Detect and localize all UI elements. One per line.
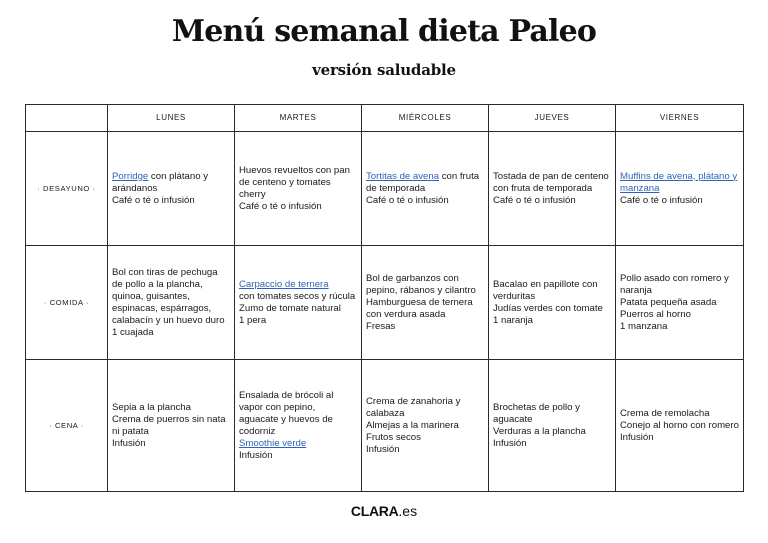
menu-item-text: Verduras a la plancha [493,425,586,437]
menu-item-text: Crema de zanahoria y calabaza [366,395,461,419]
menu-item-text: Tostada de pan de centeno con fruta de temporada [493,170,609,194]
menu-item [239,315,357,327]
menu-table [25,104,744,492]
menu-cell-comida-lunes [108,246,235,360]
menu-item-text: 1 cuajada [112,326,154,338]
menu-item-text: Conejo al horno con romero [620,419,739,431]
menu-item [366,171,484,195]
logo-suffix: .es [398,503,418,519]
menu-item-text: Almejas a la marinera [366,419,459,431]
menu-item [112,171,230,195]
menu-item [366,420,484,432]
menu-item [620,321,739,333]
menu-item [493,279,611,303]
recipe-link[interactable]: Muffins de avena, plátano y manzana [620,170,738,194]
menu-item-text: Bol con tiras de pechuga de pollo a la plancha, quinoa, guisantes, espinacas, espárragos, calabacín y un huevo duro [112,266,225,326]
menu-item [620,273,739,297]
menu-item-text: Infusión [239,449,273,461]
menu-item-text: con fruta de temporada [366,170,480,194]
menu-item-text: Infusión [112,437,146,449]
recipe-link[interactable]: Smoothie verde [239,437,307,449]
menu-cell-comida-jueves [489,246,616,360]
menu-item-text: Café o té o infusión [239,200,322,212]
meal-row-cena [26,360,744,492]
menu-item-text: 1 pera [239,314,267,326]
menu-item [493,171,611,195]
menu-item [239,291,357,303]
menu-item-text: Café o té o infusión [112,194,195,206]
menu-item [620,420,739,432]
menu-item [493,195,611,207]
menu-item [620,432,739,444]
menu-cell-desayuno-martes [235,132,362,246]
menu-item-text: Bacalao en papillote con verduritas [493,278,598,302]
menu-item-text: Pollo asado con romero y naranja [620,272,729,296]
menu-item [366,432,484,444]
menu-item [620,297,739,309]
menu-item-text: Sepia a la plancha [112,401,191,413]
column-header-lunes: LUNES [108,105,235,132]
column-header-viernes: VIERNES [616,105,744,132]
meal-row-desayuno [26,132,744,246]
menu-item-text: Café o té o infusión [366,194,449,206]
menu-cell-cena-lunes [108,360,235,492]
brand-logo [0,503,768,519]
menu-item-text: Huevos revueltos con pan de centeno y tomates cherry [239,164,350,200]
menu-item-text: con tomates secos y rúcula [239,290,356,302]
menu-item [112,414,230,438]
column-header-jueves: JUEVES [489,105,616,132]
menu-cell-cena-viernes [616,360,744,492]
menu-cell-comida-martes [235,246,362,360]
menu-item-text: Puerros al horno [620,308,691,320]
menu-item [239,450,357,462]
menu-cell-desayuno-jueves [489,132,616,246]
menu-item [239,165,357,201]
logo-main: CLARA [350,503,399,519]
menu-cell-cena-miercoles [362,360,489,492]
menu-item [493,315,611,327]
menu-item [366,297,484,321]
column-header-martes: MARTES [235,105,362,132]
menu-item [620,195,739,207]
menu-item-text: Crema de remolacha [620,407,710,419]
menu-item-text: 1 naranja [493,314,534,326]
page-title: Menú semanal dieta Paleo [171,14,597,49]
meal-row-comida [26,246,744,360]
menu-item-text: Hamburguesa de ternera con verdura asada [366,296,473,320]
menu-cell-cena-martes [235,360,362,492]
recipe-link[interactable]: Porridge [112,170,149,182]
header-row [26,105,744,132]
menu-item [239,390,357,438]
menu-item [366,321,484,333]
menu-item-text: Infusión [366,443,400,455]
recipe-link[interactable]: Tortitas de avena [366,170,440,182]
menu-item [112,195,230,207]
menu-item-text: Infusión [493,437,527,449]
menu-item-text: Infusión [620,431,654,443]
menu-item [493,426,611,438]
menu-item-text: Café o té o infusión [493,194,576,206]
menu-cell-desayuno-viernes [616,132,744,246]
menu-item [620,408,739,420]
menu-item [493,402,611,426]
row-label-comida: · COMIDA · [26,246,108,360]
menu-cell-cena-jueves [489,360,616,492]
menu-item [620,171,739,195]
menu-cell-desayuno-miercoles [362,132,489,246]
menu-item [239,303,357,315]
page-subtitle: versión saludable [312,61,456,79]
menu-item-text: Judías verdes con tomate [493,302,603,314]
menu-item-text: Bol de garbanzos con pepino, rábanos y cilantro [366,272,476,296]
menu-item [366,273,484,297]
menu-item-text: Zumo de tomate natural [239,302,341,314]
menu-item [239,438,357,450]
menu-item [112,267,230,327]
menu-item [239,279,357,291]
menu-item-text: Ensalada de brócoli al vapor con pepino, aguacate y huevos de codorniz [239,389,334,437]
menu-item [493,303,611,315]
menu-cell-comida-miercoles [362,246,489,360]
menu-item [239,201,357,213]
menu-item [493,438,611,450]
menu-item-text: Fresas [366,320,396,332]
menu-item [112,438,230,450]
recipe-link[interactable]: Carpaccio de ternera [239,278,329,290]
menu-cell-desayuno-lunes [108,132,235,246]
menu-item [366,195,484,207]
column-header-miercoles: MIÉRCOLES [362,105,489,132]
menu-item-text: Café o té o infusión [620,194,703,206]
menu-item-text: Crema de puerros sin nata ni patata [112,413,226,437]
menu-item [112,327,230,339]
row-label-desayuno: · DESAYUNO · [26,132,108,246]
menu-cell-comida-viernes [616,246,744,360]
row-label-cena: · CENA · [26,360,108,492]
menu-item-text: Patata pequeña asada [620,296,717,308]
menu-item [620,309,739,321]
menu-item [112,402,230,414]
menu-item-text: Brochetas de pollo y aguacate [493,401,580,425]
menu-item-text: 1 manzana [620,320,668,332]
corner-cell [26,105,108,132]
menu-item-text: Frutos secos [366,431,421,443]
menu-item-text: con plátano y arándanos [112,170,209,194]
menu-item [366,396,484,420]
menu-item [366,444,484,456]
